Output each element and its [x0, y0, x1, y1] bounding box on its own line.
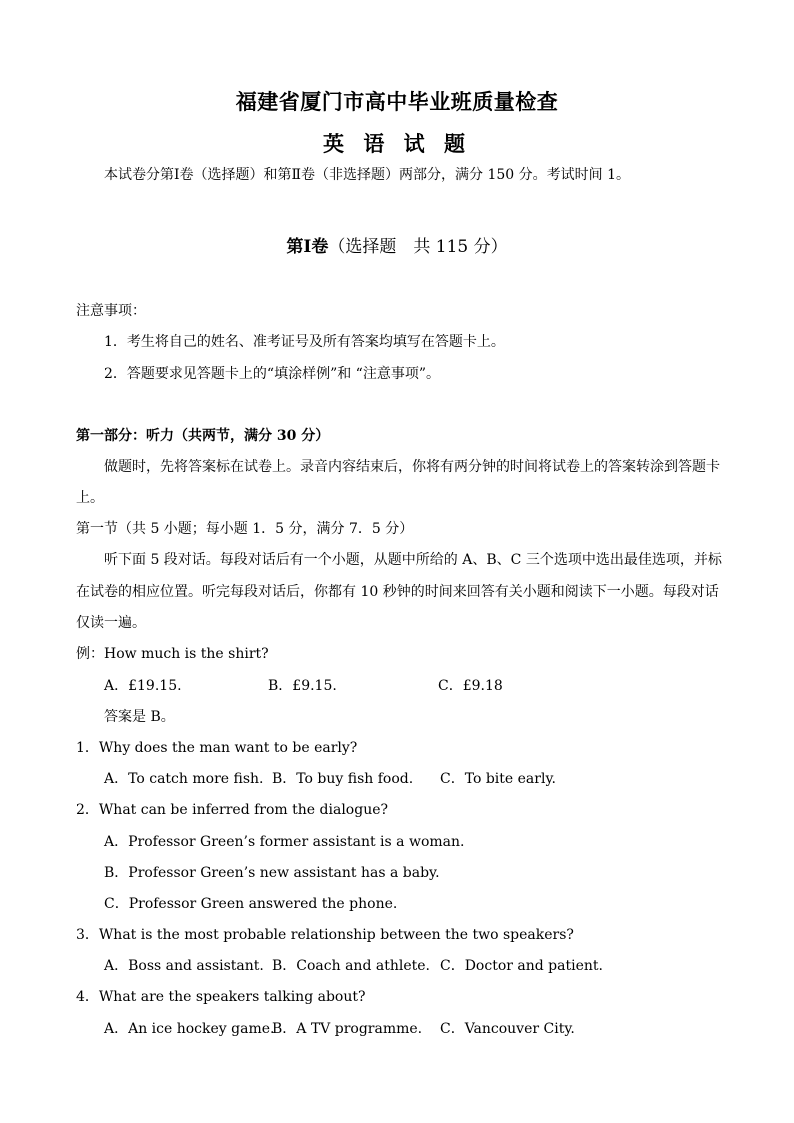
- part1-instruction: 做题时，先将答案标在试卷上。录音内容结束后，你将有两分钟的时间将试卷上的答案转涂到答题卡: [104, 459, 720, 475]
- question-2-option-b: B．Professor Green’s new assistant has a baby.: [104, 865, 440, 881]
- question-1-option-b: B．To buy fish food.: [272, 771, 414, 787]
- question-3-option-b: B．Coach and athlete.: [272, 958, 430, 974]
- listen-instruction: 听下面 5 段对话。每段对话后有一个小题，从题中所给的 A、B、C 三个选项中选出最佳选项，并标: [104, 552, 722, 568]
- example-question: 例：How much is the shirt?: [76, 646, 269, 662]
- question-4-option-b: B．A TV programme.: [272, 1021, 423, 1037]
- exam-subject: 英 语 试 题: [323, 131, 471, 156]
- exam-title: 福建省厦门市高中毕业班质量检查: [235, 89, 559, 114]
- question-4-stem: 4．What are the speakers talking about?: [76, 989, 366, 1005]
- listen-instruction-end: 仅读一遍。: [76, 615, 146, 631]
- example-option-c: C．£9.18: [438, 678, 503, 694]
- volume1-title-rest: （选择题 共 115 分）: [328, 237, 508, 257]
- question-2-option-c: C．Professor Green answered the phone.: [104, 896, 398, 912]
- example-option-a: A．£19.15.: [104, 678, 182, 694]
- question-4-option-c: C．Vancouver City.: [440, 1021, 575, 1037]
- notes-heading: 注意事项：: [76, 303, 146, 319]
- volume1-title: [0, 232, 794, 257]
- listen-instruction-cont: 在试卷的相应位置。听完每段对话后，你都有 10 秒钟的时间来回答有关小题和阅读下一小题。每段对话: [76, 584, 719, 600]
- question-3-option-c: C．Doctor and patient.: [440, 958, 603, 974]
- question-2-option-a: A．Professor Green’s former assistant is a woman.: [104, 834, 465, 850]
- notes-item: 1．考生将自己的姓名、准考证号及所有答案均填写在答题卡上。: [104, 334, 505, 350]
- volume1-title-bold: 第Ⅰ卷: [286, 237, 329, 257]
- question-3-stem: 3．What is the most probable relationship between the two speakers?: [76, 927, 574, 943]
- exam-intro: 本试卷分第Ⅰ卷（选择题）和第Ⅱ卷（非选择题）两部分，满分 150 分。考试时间 1。: [104, 167, 631, 183]
- question-4-option-a: A．An ice hockey game.: [104, 1021, 275, 1037]
- question-1-option-c: C．To bite early.: [440, 771, 556, 787]
- part1-heading: 第一部分：听力（共两节，满分 30 分）: [76, 428, 330, 444]
- section1-heading: 第一节（共 5 小题；每小题 1．5 分，满分 7．5 分）: [76, 521, 414, 537]
- notes-item: 2．答题要求见答题卡上的“填涂样例”和 “注意事项”。: [104, 366, 440, 382]
- example-option-b: B．£9.15.: [268, 678, 337, 694]
- question-1-option-a: A．To catch more fish.: [104, 771, 264, 787]
- part1-instruction-cont: 上。: [76, 490, 104, 506]
- question-2-stem: 2．What can be inferred from the dialogue?: [76, 802, 388, 818]
- question-1-stem: 1．Why does the man want to be early?: [76, 740, 358, 756]
- example-answer: 答案是 B。: [104, 709, 175, 725]
- question-3-option-a: A．Boss and assistant.: [104, 958, 264, 974]
